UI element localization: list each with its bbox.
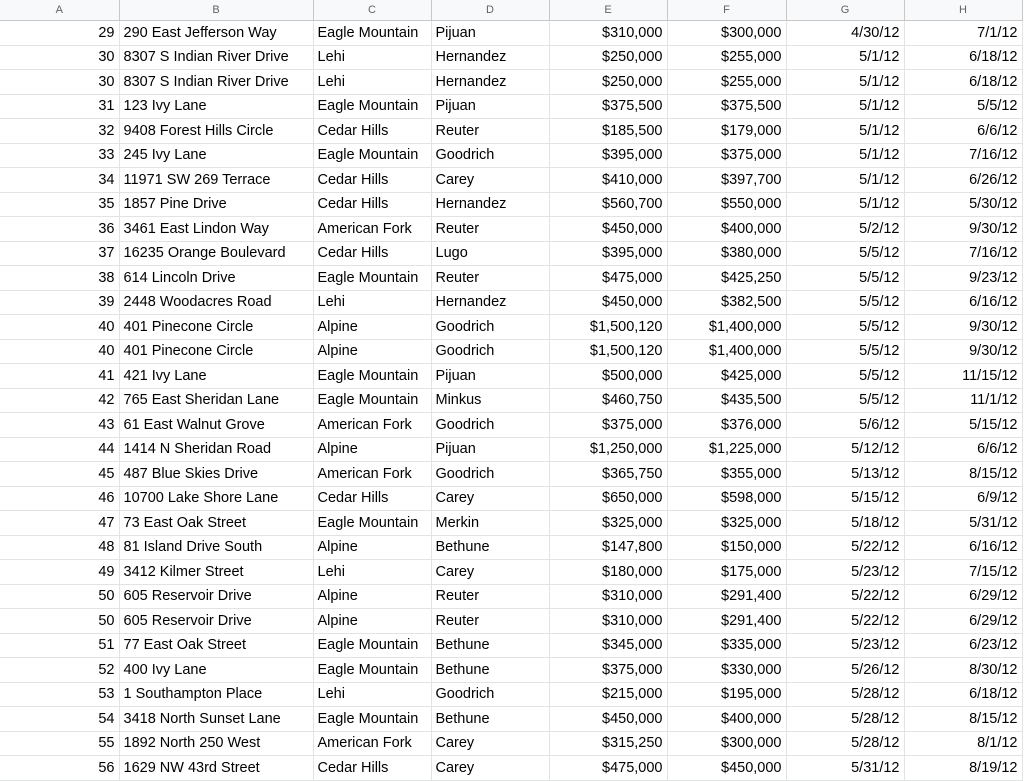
cell-d[interactable]: Carey	[431, 560, 549, 585]
cell-c[interactable]: American Fork	[313, 413, 431, 438]
cell-g[interactable]: 5/23/12	[786, 560, 904, 585]
cell-f[interactable]: $376,000	[667, 413, 786, 438]
cell-a[interactable]: 32	[0, 119, 119, 144]
cell-c[interactable]: American Fork	[313, 731, 431, 756]
cell-h[interactable]: 11/1/12	[904, 388, 1022, 413]
cell-d[interactable]: Pijuan	[431, 21, 549, 46]
cell-h[interactable]: 6/9/12	[904, 486, 1022, 511]
cell-h[interactable]: 8/15/12	[904, 462, 1022, 487]
cell-h[interactable]: 9/30/12	[904, 315, 1022, 340]
cell-g[interactable]: 5/22/12	[786, 609, 904, 634]
cell-d[interactable]: Bethune	[431, 707, 549, 732]
cell-e[interactable]: $475,000	[549, 756, 667, 781]
table-row	[0, 168, 1022, 193]
cell-e[interactable]: $147,800	[549, 535, 667, 560]
cell-g[interactable]: 4/30/12	[786, 21, 904, 46]
cell-e[interactable]: $395,000	[549, 241, 667, 266]
cell-c[interactable]: American Fork	[313, 217, 431, 242]
cell-e[interactable]: $345,000	[549, 633, 667, 658]
cell-a[interactable]: 42	[0, 388, 119, 413]
table-row	[0, 658, 1022, 683]
cell-d[interactable]: Pijuan	[431, 437, 549, 462]
table-row	[0, 290, 1022, 315]
cell-e[interactable]: $560,700	[549, 192, 667, 217]
cell-g[interactable]: 5/13/12	[786, 462, 904, 487]
cell-h[interactable]: 6/18/12	[904, 45, 1022, 70]
cell-g[interactable]: 5/5/12	[786, 266, 904, 291]
cell-d[interactable]: Goodrich	[431, 462, 549, 487]
cell-b[interactable]: 123 Ivy Lane	[119, 94, 313, 119]
cell-b[interactable]: 8307 S Indian River Drive	[119, 70, 313, 95]
cell-b[interactable]: 8307 S Indian River Drive	[119, 45, 313, 70]
cell-d[interactable]: Merkin	[431, 511, 549, 536]
cell-b[interactable]: 245 Ivy Lane	[119, 143, 313, 168]
cell-a[interactable]: 37	[0, 241, 119, 266]
cell-b[interactable]: 614 Lincoln Drive	[119, 266, 313, 291]
cell-a[interactable]: 39	[0, 290, 119, 315]
cell-e[interactable]: $375,000	[549, 413, 667, 438]
cell-h[interactable]: 6/16/12	[904, 535, 1022, 560]
cell-c[interactable]: Cedar Hills	[313, 756, 431, 781]
table-row	[0, 584, 1022, 609]
cell-b[interactable]: 10700 Lake Shore Lane	[119, 486, 313, 511]
cell-a[interactable]: 40	[0, 315, 119, 340]
table-row	[0, 633, 1022, 658]
column-header-c[interactable]: C	[313, 0, 431, 21]
cell-h[interactable]: 9/23/12	[904, 266, 1022, 291]
cell-b[interactable]: 73 East Oak Street	[119, 511, 313, 536]
cell-e[interactable]: $310,000	[549, 584, 667, 609]
cell-b[interactable]: 1629 NW 43rd Street	[119, 756, 313, 781]
cell-a[interactable]: 38	[0, 266, 119, 291]
cell-f[interactable]: $179,000	[667, 119, 786, 144]
cell-h[interactable]: 6/16/12	[904, 290, 1022, 315]
cell-e[interactable]: $310,000	[549, 21, 667, 46]
cell-d[interactable]: Bethune	[431, 535, 549, 560]
cell-e[interactable]: $395,000	[549, 143, 667, 168]
cell-b[interactable]: 77 East Oak Street	[119, 633, 313, 658]
cell-c[interactable]: Alpine	[313, 584, 431, 609]
cell-c[interactable]: Cedar Hills	[313, 168, 431, 193]
cell-h[interactable]: 8/15/12	[904, 707, 1022, 732]
cell-a[interactable]: 46	[0, 486, 119, 511]
cell-d[interactable]: Goodrich	[431, 682, 549, 707]
cell-a[interactable]: 49	[0, 560, 119, 585]
cell-g[interactable]: 5/15/12	[786, 486, 904, 511]
cell-a[interactable]: 30	[0, 70, 119, 95]
cell-a[interactable]: 34	[0, 168, 119, 193]
cell-b[interactable]: 2448 Woodacres Road	[119, 290, 313, 315]
cell-b[interactable]: 1857 Pine Drive	[119, 192, 313, 217]
cell-h[interactable]: 11/15/12	[904, 364, 1022, 389]
cell-c[interactable]: Cedar Hills	[313, 241, 431, 266]
cell-d[interactable]: Minkus	[431, 388, 549, 413]
table-row	[0, 315, 1022, 340]
cell-f[interactable]: $380,000	[667, 241, 786, 266]
cell-g[interactable]: 5/1/12	[786, 94, 904, 119]
cell-c[interactable]: Cedar Hills	[313, 119, 431, 144]
cell-h[interactable]: 8/19/12	[904, 756, 1022, 781]
cell-e[interactable]: $250,000	[549, 70, 667, 95]
cell-h[interactable]: 8/30/12	[904, 658, 1022, 683]
table-body	[0, 21, 1022, 781]
cell-h[interactable]: 6/18/12	[904, 682, 1022, 707]
cell-a[interactable]: 52	[0, 658, 119, 683]
cell-g[interactable]: 5/22/12	[786, 535, 904, 560]
cell-h[interactable]: 8/1/12	[904, 731, 1022, 756]
cell-c[interactable]: Alpine	[313, 609, 431, 634]
cell-g[interactable]: 5/22/12	[786, 584, 904, 609]
cell-c[interactable]: Eagle Mountain	[313, 364, 431, 389]
cell-d[interactable]: Hernandez	[431, 192, 549, 217]
cell-b[interactable]: 400 Ivy Lane	[119, 658, 313, 683]
cell-h[interactable]: 6/29/12	[904, 609, 1022, 634]
cell-d[interactable]: Goodrich	[431, 143, 549, 168]
table-row	[0, 241, 1022, 266]
cell-f[interactable]: $400,000	[667, 707, 786, 732]
column-header-b[interactable]: B	[119, 0, 313, 21]
cell-f[interactable]: $1,400,000	[667, 315, 786, 340]
cell-e[interactable]: $1,500,120	[549, 339, 667, 364]
cell-a[interactable]: 40	[0, 339, 119, 364]
cell-h[interactable]: 6/6/12	[904, 437, 1022, 462]
cell-g[interactable]: 5/1/12	[786, 119, 904, 144]
cell-d[interactable]: Pijuan	[431, 94, 549, 119]
cell-a[interactable]: 55	[0, 731, 119, 756]
cell-f[interactable]: $291,400	[667, 609, 786, 634]
cell-e[interactable]: $500,000	[549, 364, 667, 389]
table-row	[0, 339, 1022, 364]
cell-f[interactable]: $175,000	[667, 560, 786, 585]
cell-c[interactable]: Eagle Mountain	[313, 21, 431, 46]
cell-g[interactable]: 5/18/12	[786, 511, 904, 536]
cell-h[interactable]: 7/1/12	[904, 21, 1022, 46]
cell-d[interactable]: Carey	[431, 731, 549, 756]
cell-h[interactable]: 9/30/12	[904, 339, 1022, 364]
cell-f[interactable]: $450,000	[667, 756, 786, 781]
cell-f[interactable]: $375,500	[667, 94, 786, 119]
cell-f[interactable]: $1,400,000	[667, 339, 786, 364]
cell-c[interactable]: Alpine	[313, 437, 431, 462]
cell-g[interactable]: 5/31/12	[786, 756, 904, 781]
cell-b[interactable]: 81 Island Drive South	[119, 535, 313, 560]
cell-f[interactable]: $397,700	[667, 168, 786, 193]
cell-g[interactable]: 5/28/12	[786, 731, 904, 756]
cell-c[interactable]: Alpine	[313, 535, 431, 560]
table-row	[0, 143, 1022, 168]
cell-a[interactable]: 29	[0, 21, 119, 46]
cell-g[interactable]: 5/5/12	[786, 364, 904, 389]
cell-h[interactable]: 6/26/12	[904, 168, 1022, 193]
cell-e[interactable]: $450,000	[549, 217, 667, 242]
cell-d[interactable]: Bethune	[431, 658, 549, 683]
cell-c[interactable]: Alpine	[313, 339, 431, 364]
table-row	[0, 756, 1022, 781]
cell-e[interactable]: $375,000	[549, 658, 667, 683]
cell-b[interactable]: 421 Ivy Lane	[119, 364, 313, 389]
cell-c[interactable]: Cedar Hills	[313, 192, 431, 217]
cell-f[interactable]: $255,000	[667, 70, 786, 95]
cell-e[interactable]: $450,000	[549, 290, 667, 315]
table-row	[0, 707, 1022, 732]
cell-a[interactable]: 53	[0, 682, 119, 707]
cell-h[interactable]: 5/31/12	[904, 511, 1022, 536]
cell-e[interactable]: $365,750	[549, 462, 667, 487]
cell-a[interactable]: 50	[0, 609, 119, 634]
cell-d[interactable]: Hernandez	[431, 290, 549, 315]
column-header-d[interactable]: D	[431, 0, 549, 21]
cell-d[interactable]: Reuter	[431, 217, 549, 242]
cell-f[interactable]: $425,250	[667, 266, 786, 291]
cell-f[interactable]: $598,000	[667, 486, 786, 511]
cell-d[interactable]: Carey	[431, 756, 549, 781]
cell-a[interactable]: 47	[0, 511, 119, 536]
cell-g[interactable]: 5/5/12	[786, 290, 904, 315]
cell-d[interactable]: Reuter	[431, 584, 549, 609]
table-row	[0, 45, 1022, 70]
cell-g[interactable]: 5/12/12	[786, 437, 904, 462]
cell-b[interactable]: 401 Pinecone Circle	[119, 315, 313, 340]
cell-h[interactable]: 6/29/12	[904, 584, 1022, 609]
cell-g[interactable]: 5/1/12	[786, 168, 904, 193]
cell-f[interactable]: $435,500	[667, 388, 786, 413]
cell-h[interactable]: 9/30/12	[904, 217, 1022, 242]
cell-e[interactable]: $1,250,000	[549, 437, 667, 462]
cell-b[interactable]: 290 East Jefferson Way	[119, 21, 313, 46]
cell-d[interactable]: Carey	[431, 168, 549, 193]
cell-a[interactable]: 44	[0, 437, 119, 462]
table-row	[0, 682, 1022, 707]
cell-d[interactable]: Bethune	[431, 633, 549, 658]
cell-f[interactable]: $335,000	[667, 633, 786, 658]
cell-c[interactable]: Eagle Mountain	[313, 266, 431, 291]
cell-f[interactable]: $400,000	[667, 217, 786, 242]
cell-b[interactable]: 1414 N Sheridan Road	[119, 437, 313, 462]
table-row	[0, 388, 1022, 413]
cell-a[interactable]: 45	[0, 462, 119, 487]
cell-e[interactable]: $315,250	[549, 731, 667, 756]
cell-b[interactable]: 605 Reservoir Drive	[119, 609, 313, 634]
cell-c[interactable]: Eagle Mountain	[313, 143, 431, 168]
cell-f[interactable]: $382,500	[667, 290, 786, 315]
cell-g[interactable]: 5/1/12	[786, 70, 904, 95]
cell-d[interactable]: Reuter	[431, 609, 549, 634]
cell-f[interactable]: $195,000	[667, 682, 786, 707]
cell-b[interactable]: 401 Pinecone Circle	[119, 339, 313, 364]
cell-c[interactable]: Eagle Mountain	[313, 94, 431, 119]
cell-g[interactable]: 5/1/12	[786, 45, 904, 70]
cell-f[interactable]: $330,000	[667, 658, 786, 683]
cell-b[interactable]: 3461 East Lindon Way	[119, 217, 313, 242]
cell-e[interactable]: $1,500,120	[549, 315, 667, 340]
cell-e[interactable]: $375,500	[549, 94, 667, 119]
cell-a[interactable]: 43	[0, 413, 119, 438]
cell-c[interactable]: Lehi	[313, 560, 431, 585]
cell-e[interactable]: $325,000	[549, 511, 667, 536]
cell-d[interactable]: Hernandez	[431, 45, 549, 70]
cell-g[interactable]: 5/5/12	[786, 241, 904, 266]
table-row	[0, 731, 1022, 756]
cell-a[interactable]: 41	[0, 364, 119, 389]
cell-b[interactable]: 3418 North Sunset Lane	[119, 707, 313, 732]
table-row	[0, 21, 1022, 46]
cell-b[interactable]: 1 Southampton Place	[119, 682, 313, 707]
cell-f[interactable]: $325,000	[667, 511, 786, 536]
cell-e[interactable]: $410,000	[549, 168, 667, 193]
cell-f[interactable]: $300,000	[667, 731, 786, 756]
cell-c[interactable]: Lehi	[313, 290, 431, 315]
cell-e[interactable]: $310,000	[549, 609, 667, 634]
cell-f[interactable]: $550,000	[667, 192, 786, 217]
cell-h[interactable]: 6/18/12	[904, 70, 1022, 95]
cell-c[interactable]: Alpine	[313, 315, 431, 340]
cell-h[interactable]: 7/16/12	[904, 241, 1022, 266]
column-header-g[interactable]: G	[786, 0, 904, 21]
cell-f[interactable]: $355,000	[667, 462, 786, 487]
cell-b[interactable]: 605 Reservoir Drive	[119, 584, 313, 609]
cell-b[interactable]: 765 East Sheridan Lane	[119, 388, 313, 413]
cell-d[interactable]: Reuter	[431, 119, 549, 144]
cell-g[interactable]: 5/26/12	[786, 658, 904, 683]
table-row	[0, 266, 1022, 291]
cell-g[interactable]: 5/5/12	[786, 339, 904, 364]
column-header-row	[0, 0, 1022, 21]
cell-e[interactable]: $215,000	[549, 682, 667, 707]
cell-e[interactable]: $450,000	[549, 707, 667, 732]
cell-a[interactable]: 30	[0, 45, 119, 70]
cell-f[interactable]: $1,225,000	[667, 437, 786, 462]
cell-c[interactable]: Eagle Mountain	[313, 633, 431, 658]
cell-e[interactable]: $250,000	[549, 45, 667, 70]
column-header-h[interactable]: H	[904, 0, 1022, 21]
cell-d[interactable]: Carey	[431, 486, 549, 511]
table-row	[0, 486, 1022, 511]
table-row	[0, 364, 1022, 389]
cell-a[interactable]: 50	[0, 584, 119, 609]
table-row	[0, 437, 1022, 462]
column-header-f[interactable]: F	[667, 0, 786, 21]
cell-c[interactable]: Eagle Mountain	[313, 388, 431, 413]
cell-c[interactable]: Eagle Mountain	[313, 707, 431, 732]
cell-a[interactable]: 35	[0, 192, 119, 217]
cell-c[interactable]: Eagle Mountain	[313, 658, 431, 683]
cell-d[interactable]: Reuter	[431, 266, 549, 291]
cell-d[interactable]: Goodrich	[431, 413, 549, 438]
cell-b[interactable]: 61 East Walnut Grove	[119, 413, 313, 438]
cell-c[interactable]: Cedar Hills	[313, 486, 431, 511]
cell-g[interactable]: 5/2/12	[786, 217, 904, 242]
cell-b[interactable]: 1892 North 250 West	[119, 731, 313, 756]
cell-h[interactable]: 7/15/12	[904, 560, 1022, 585]
column-header-e[interactable]: E	[549, 0, 667, 21]
cell-b[interactable]: 16235 Orange Boulevard	[119, 241, 313, 266]
table-row	[0, 511, 1022, 536]
table-row	[0, 192, 1022, 217]
cell-c[interactable]: Lehi	[313, 45, 431, 70]
cell-a[interactable]: 51	[0, 633, 119, 658]
cell-g[interactable]: 5/6/12	[786, 413, 904, 438]
cell-f[interactable]: $150,000	[667, 535, 786, 560]
cell-g[interactable]: 5/28/12	[786, 682, 904, 707]
cell-f[interactable]: $291,400	[667, 584, 786, 609]
cell-g[interactable]: 5/1/12	[786, 192, 904, 217]
cell-h[interactable]: 6/6/12	[904, 119, 1022, 144]
table-row	[0, 119, 1022, 144]
cell-e[interactable]: $650,000	[549, 486, 667, 511]
cell-c[interactable]: Eagle Mountain	[313, 511, 431, 536]
column-header-a[interactable]: A	[0, 0, 119, 21]
cell-h[interactable]: 5/5/12	[904, 94, 1022, 119]
cell-a[interactable]: 31	[0, 94, 119, 119]
cell-h[interactable]: 7/16/12	[904, 143, 1022, 168]
cell-b[interactable]: 487 Blue Skies Drive	[119, 462, 313, 487]
cell-c[interactable]: American Fork	[313, 462, 431, 487]
cell-d[interactable]: Hernandez	[431, 70, 549, 95]
cell-g[interactable]: 5/1/12	[786, 143, 904, 168]
cell-d[interactable]: Goodrich	[431, 339, 549, 364]
cell-e[interactable]: $185,500	[549, 119, 667, 144]
cell-f[interactable]: $425,000	[667, 364, 786, 389]
cell-b[interactable]: 11971 SW 269 Terrace	[119, 168, 313, 193]
table-row	[0, 609, 1022, 634]
table-row	[0, 560, 1022, 585]
cell-a[interactable]: 56	[0, 756, 119, 781]
table-row	[0, 462, 1022, 487]
cell-g[interactable]: 5/23/12	[786, 633, 904, 658]
cell-e[interactable]: $475,000	[549, 266, 667, 291]
cell-g[interactable]: 5/5/12	[786, 388, 904, 413]
cell-f[interactable]: $300,000	[667, 21, 786, 46]
cell-a[interactable]: 33	[0, 143, 119, 168]
table-row	[0, 413, 1022, 438]
table-row	[0, 94, 1022, 119]
cell-c[interactable]: Lehi	[313, 682, 431, 707]
cell-a[interactable]: 48	[0, 535, 119, 560]
table-row	[0, 217, 1022, 242]
cell-b[interactable]: 9408 Forest Hills Circle	[119, 119, 313, 144]
cell-h[interactable]: 6/23/12	[904, 633, 1022, 658]
cell-f[interactable]: $255,000	[667, 45, 786, 70]
cell-e[interactable]: $180,000	[549, 560, 667, 585]
cell-b[interactable]: 3412 Kilmer Street	[119, 560, 313, 585]
cell-g[interactable]: 5/28/12	[786, 707, 904, 732]
cell-h[interactable]: 5/15/12	[904, 413, 1022, 438]
cell-c[interactable]: Lehi	[313, 70, 431, 95]
table-row	[0, 535, 1022, 560]
cell-d[interactable]: Lugo	[431, 241, 549, 266]
cell-g[interactable]: 5/5/12	[786, 315, 904, 340]
table-row	[0, 70, 1022, 95]
cell-d[interactable]: Goodrich	[431, 315, 549, 340]
cell-h[interactable]: 5/30/12	[904, 192, 1022, 217]
cell-f[interactable]: $375,000	[667, 143, 786, 168]
cell-e[interactable]: $460,750	[549, 388, 667, 413]
cell-a[interactable]: 36	[0, 217, 119, 242]
cell-a[interactable]: 54	[0, 707, 119, 732]
cell-d[interactable]: Pijuan	[431, 364, 549, 389]
